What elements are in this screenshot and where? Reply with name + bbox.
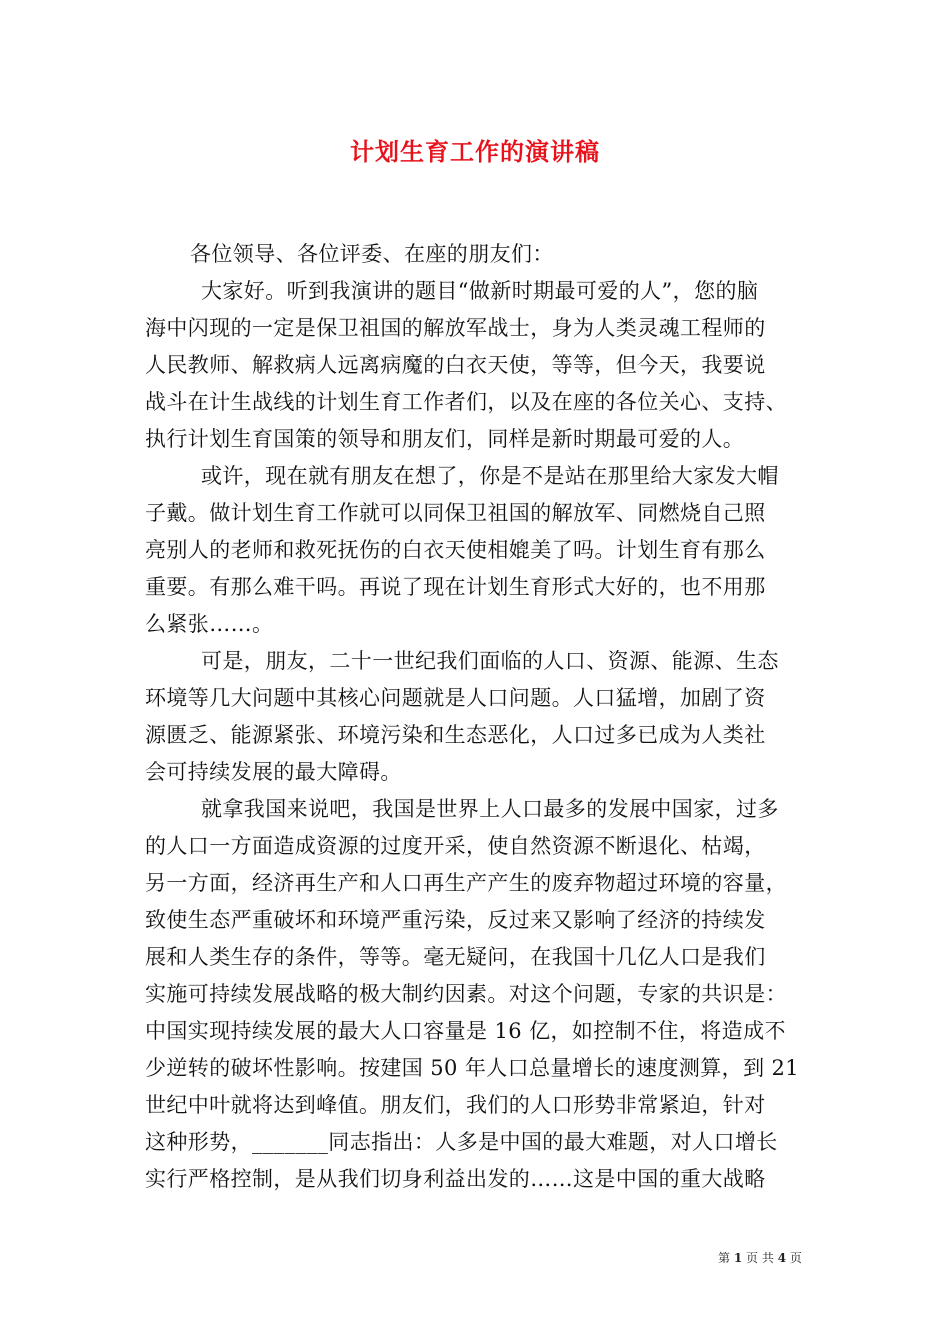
text-line: 致使生态严重破坏和环境严重污染，反过来又影响了经济的持续发 (145, 908, 766, 932)
document-body (145, 236, 810, 1198)
text-line: 重要。有那么难干吗。再说了现在计划生育形式大好的，也不用那 (145, 575, 766, 599)
text-line: 大家好。听到我演讲的题目“做新时期最可爱的人”，您的脑 (201, 279, 759, 303)
page-number (718, 1249, 802, 1266)
page-total: 4 (777, 1251, 787, 1265)
text-line: 海中闪现的一定是保卫祖国的解放军战士，身为人类灵魂工程师的 (145, 316, 766, 340)
text-line: 执行计划生育国策的领导和朋友们，同样是新时期最可爱的人。 (145, 427, 745, 451)
page-suffix: 页 (789, 1251, 802, 1265)
text-line: 人民教师、解救病人远离病魔的白衣天使，等等，但今天，我要说 (145, 353, 766, 377)
text-line: 或许，现在就有朋友在想了，你是不是站在那里给大家发大帽 (201, 464, 779, 488)
text-line: 展和人类生存的条件，等等。毫无疑问，在我国十几亿人口是我们 (145, 945, 766, 969)
text-line: 亮别人的老师和救死抚伤的白衣天使相媲美了吗。计划生育有那么 (145, 538, 766, 562)
document-title: 计划生育工作的演讲稿 (350, 137, 600, 166)
text-line: 各位领导、各位评委、在座的朋友们： (190, 242, 554, 266)
text-line: 战斗在计生战线的计划生育工作者们，以及在座的各位关心、支持、 (145, 390, 787, 414)
text-line: 环境等几大问题中其核心问题就是人口问题。人口猛增，加剧了资 (145, 686, 766, 710)
text-line: 这种形势，_______同志指出：人多是中国的最大难题，对人口增长 (145, 1130, 778, 1154)
text-line: 就拿我国来说吧，我国是世界上人口最多的发展中国家，过多 (201, 797, 779, 821)
text-line: 实施可持续发展战略的极大制约因素。对这个问题，专家的共识是： (145, 982, 787, 1006)
text-line: 会可持续发展的最大障碍。 (145, 760, 402, 784)
text-line: 实行严格控制，是从我们切身利益出发的……这是中国的重大战略 (145, 1167, 766, 1191)
text-line: 另一方面，经济再生产和人口再生产产生的废弃物超过环境的容量， (145, 871, 787, 895)
text-line: 少逆转的破坏性影响。按建国 50 年人口总量增长的速度测算，到 21 (145, 1056, 800, 1080)
text-line: 子戴。做计划生育工作就可以同保卫祖国的解放军、同燃烧自己照 (145, 501, 766, 525)
text-line: 源匮乏、能源紧张、环境污染和生态恶化，人口过多已成为人类社 (145, 723, 766, 747)
text-line: 世纪中叶就将达到峰值。朋友们，我们的人口形势非常紧迫，针对 (145, 1093, 766, 1117)
page-mid: 页 共 (746, 1251, 774, 1265)
page-current: 1 (733, 1251, 743, 1265)
text-line: 可是，朋友，二十一世纪我们面临的人口、资源、能源、生态 (201, 649, 779, 673)
text-line: 中国实现持续发展的最大人口容量是 16 亿，如控制不住，将造成不 (145, 1019, 786, 1043)
text-line: 么紧张……。 (145, 612, 274, 636)
text-line: 的人口一方面造成资源的过度开采，使自然资源不断退化、枯竭， (145, 834, 766, 858)
page-prefix: 第 (718, 1251, 731, 1265)
